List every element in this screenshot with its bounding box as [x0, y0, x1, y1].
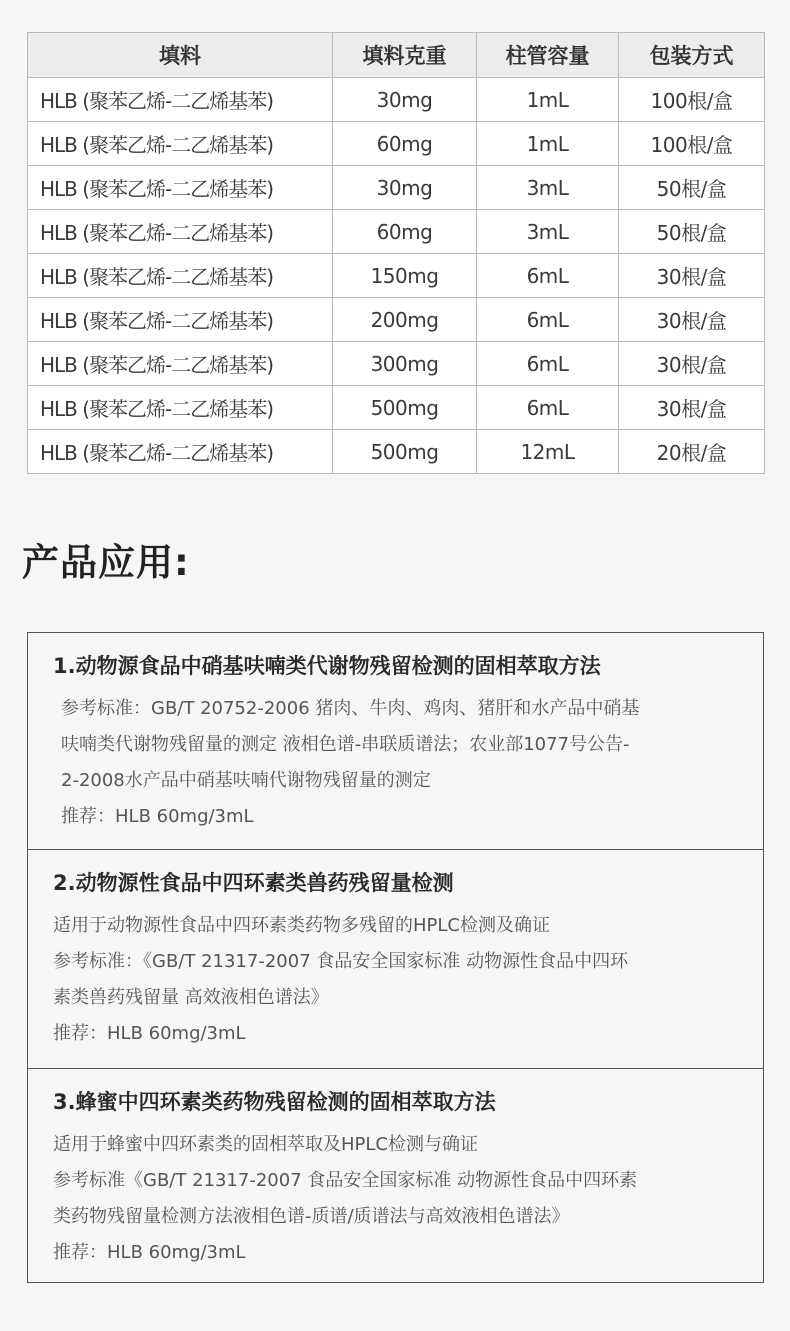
cell-packing-weight: 60mg — [333, 122, 477, 166]
table-row — [28, 298, 765, 342]
header-column-volume: 柱管容量 — [477, 33, 619, 78]
cell-package-type: 30根/盒 — [619, 298, 765, 342]
cell-package-type: 50根/盒 — [619, 166, 765, 210]
cell-packing-material: HLB (聚苯乙烯-二乙烯基苯) — [28, 298, 333, 342]
cell-packing-material: HLB (聚苯乙烯-二乙烯基苯) — [28, 166, 333, 210]
cell-column-volume: 3mL — [477, 210, 619, 254]
application-reference-line: 参考标准：《GB/T 21317-2007 食品安全国家标准 动物源性食品中四环 — [53, 951, 629, 972]
header-packing-weight: 填料克重 — [333, 33, 477, 78]
application-scope-line: 适用于蜂蜜中四环素类的固相萃取及HPLC检测与确证 — [53, 1134, 478, 1155]
cell-packing-material: HLB (聚苯乙烯-二乙烯基苯) — [28, 342, 333, 386]
application-card — [28, 1069, 763, 1282]
application-card — [28, 850, 763, 1069]
cell-packing-material: HLB (聚苯乙烯-二乙烯基苯) — [28, 430, 333, 474]
cell-packing-material: HLB (聚苯乙烯-二乙烯基苯) — [28, 122, 333, 166]
application-reference-line: 参考标准：GB/T 20752-2006 猪肉、牛肉、鸡肉、猪肝和水产品中硝基 — [61, 698, 640, 719]
application-scope-line: 适用于动物源性食品中四环素类药物多残留的HPLC检测及确证 — [53, 915, 550, 936]
cell-packing-weight: 300mg — [333, 342, 477, 386]
cell-packing-material: HLB (聚苯乙烯-二乙烯基苯) — [28, 210, 333, 254]
cell-column-volume: 6mL — [477, 386, 619, 430]
cell-column-volume: 6mL — [477, 298, 619, 342]
cell-column-volume: 6mL — [477, 342, 619, 386]
cell-packing-weight: 500mg — [333, 386, 477, 430]
cell-column-volume: 12mL — [477, 430, 619, 474]
spec-table — [27, 32, 765, 474]
application-title: 3.蜂蜜中四环素类药物残留检测的固相萃取方法 — [53, 1090, 496, 1114]
section-title-product-application: 产品应用: — [22, 541, 190, 584]
cell-package-type: 30根/盒 — [619, 342, 765, 386]
table-row — [28, 386, 765, 430]
cell-package-type: 20根/盒 — [619, 430, 765, 474]
application-card — [28, 633, 763, 850]
cell-packing-material: HLB (聚苯乙烯-二乙烯基苯) — [28, 254, 333, 298]
application-reference-line: 2-2008水产品中硝基呋喃代谢物残留量的测定 — [61, 770, 431, 791]
cell-packing-weight: 30mg — [333, 78, 477, 122]
cell-packing-material: HLB (聚苯乙烯-二乙烯基苯) — [28, 78, 333, 122]
cell-column-volume: 3mL — [477, 166, 619, 210]
cell-package-type: 100根/盒 — [619, 78, 765, 122]
table-row — [28, 254, 765, 298]
table-row — [28, 122, 765, 166]
header-package-type: 包装方式 — [619, 33, 765, 78]
application-list — [27, 632, 764, 1283]
application-recommendation: 推荐：HLB 60mg/3mL — [53, 1023, 246, 1044]
cell-package-type: 50根/盒 — [619, 210, 765, 254]
cell-column-volume: 1mL — [477, 78, 619, 122]
cell-packing-weight: 500mg — [333, 430, 477, 474]
table-row — [28, 210, 765, 254]
cell-packing-material: HLB (聚苯乙烯-二乙烯基苯) — [28, 386, 333, 430]
cell-packing-weight: 150mg — [333, 254, 477, 298]
application-reference-line: 类药物残留量检测方法液相色谱-质谱/质谱法与高效液相色谱法》 — [53, 1206, 570, 1227]
application-reference-line: 素类兽药残留量 高效液相色谱法》 — [53, 987, 329, 1008]
table-row — [28, 78, 765, 122]
table-row — [28, 342, 765, 386]
application-recommendation: 推荐：HLB 60mg/3mL — [53, 1242, 246, 1263]
cell-packing-weight: 200mg — [333, 298, 477, 342]
cell-package-type: 100根/盒 — [619, 122, 765, 166]
application-recommendation: 推荐：HLB 60mg/3mL — [61, 806, 254, 827]
table-row — [28, 166, 765, 210]
application-title: 2.动物源性食品中四环素类兽药残留量检测 — [53, 871, 454, 895]
cell-packing-weight: 30mg — [333, 166, 477, 210]
cell-column-volume: 6mL — [477, 254, 619, 298]
table-header-row — [28, 33, 765, 78]
cell-packing-weight: 60mg — [333, 210, 477, 254]
cell-package-type: 30根/盒 — [619, 386, 765, 430]
header-packing-material: 填料 — [28, 33, 333, 78]
cell-package-type: 30根/盒 — [619, 254, 765, 298]
application-title: 1.动物源食品中硝基呋喃类代谢物残留检测的固相萃取方法 — [53, 654, 601, 678]
application-reference-line: 呋喃类代谢物残留量的测定 液相色谱-串联质谱法；农业部1077号公告- — [61, 734, 630, 755]
application-reference-line: 参考标准《GB/T 21317-2007 食品安全国家标准 动物源性食品中四环素 — [53, 1170, 638, 1191]
cell-column-volume: 1mL — [477, 122, 619, 166]
table-row — [28, 430, 765, 474]
